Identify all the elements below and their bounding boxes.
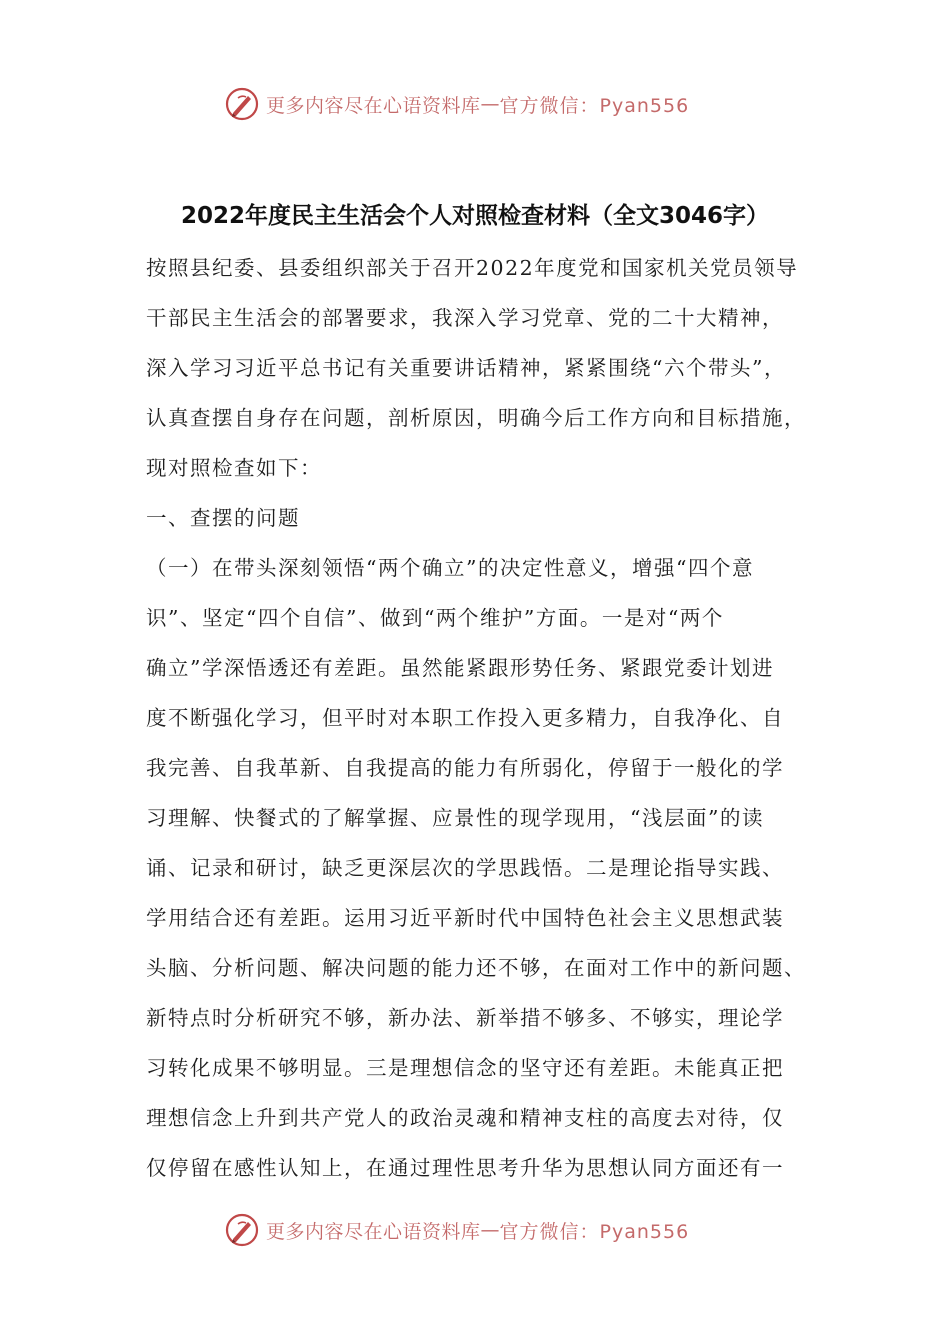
- watermark-separator: —: [480, 1219, 500, 1241]
- body-line: （一）在带头深刻领悟“两个确立”的决定性意义，增强“四个意: [146, 556, 754, 580]
- watermark-contact: 官方微信：Pyan556: [499, 94, 690, 117]
- body-line: 确立”学深悟透还有差距。虽然能紧跟形势任务、紧跟党委计划进: [146, 656, 774, 680]
- body-line: 现对照检查如下：: [146, 456, 322, 480]
- body-line: 识”、坚定“四个自信”、做到“两个维护”方面。一是对“两个: [146, 606, 724, 630]
- section-heading: 一、查摆的问题: [146, 506, 300, 530]
- body-line: 理想信念上升到共产党人的政治灵魂和精神支柱的高度去对待，仅: [146, 1106, 784, 1130]
- body-line: 认真查摆自身存在问题，剖析原因，明确今后工作方向和目标措施，: [146, 406, 806, 430]
- body-line: 按照县纪委、县委组织部关于召开2022年度党和国家机关党员领导: [146, 256, 799, 280]
- body-line: 仅停留在感性认知上，在通过理性思考升华为思想认同方面还有一: [146, 1156, 784, 1180]
- watermark-header: [224, 86, 689, 122]
- body-line: 头脑、分析问题、解决问题的能力还不够，在面对工作中的新问题、: [146, 956, 806, 980]
- document-body: [146, 243, 810, 1193]
- body-line: 干部民主生活会的部署要求，我深入学习党章、党的二十大精神，: [146, 306, 784, 330]
- body-line: 习转化成果不够明显。三是理想信念的坚守还有差距。未能真正把: [146, 1056, 784, 1080]
- body-line: 诵、记录和研讨，缺乏更深层次的学思践悟。二是理论指导实践、: [146, 856, 784, 880]
- body-line: 度不断强化学习，但平时对本职工作投入更多精力，自我净化、自: [146, 706, 784, 730]
- watermark-brand: 更多内容尽在心语资料库: [266, 1220, 481, 1243]
- document-title: 2022年度民主生活会个人对照检查材料（全文3046字）: [180, 203, 770, 229]
- watermark-footer: [224, 1212, 689, 1248]
- pen-logo-icon: [224, 1212, 260, 1248]
- body-line: 深入学习习近平总书记有关重要讲话精神，紧紧围绕“六个带头”，: [146, 356, 786, 380]
- body-line: 习理解、快餐式的了解掌握、应景性的现学现用，“浅层面”的读: [146, 806, 764, 830]
- pen-logo-icon: [224, 86, 260, 122]
- body-line: 我完善、自我革新、自我提高的能力有所弱化，停留于一般化的学: [146, 756, 784, 780]
- body-line: 新特点时分析研究不够，新办法、新举措不够多、不够实，理论学: [146, 1006, 784, 1030]
- watermark-separator: —: [480, 93, 500, 115]
- watermark-contact: 官方微信：Pyan556: [499, 1220, 690, 1243]
- body-line: 学用结合还有差距。运用习近平新时代中国特色社会主义思想武装: [146, 906, 784, 930]
- watermark-brand: 更多内容尽在心语资料库: [266, 94, 481, 117]
